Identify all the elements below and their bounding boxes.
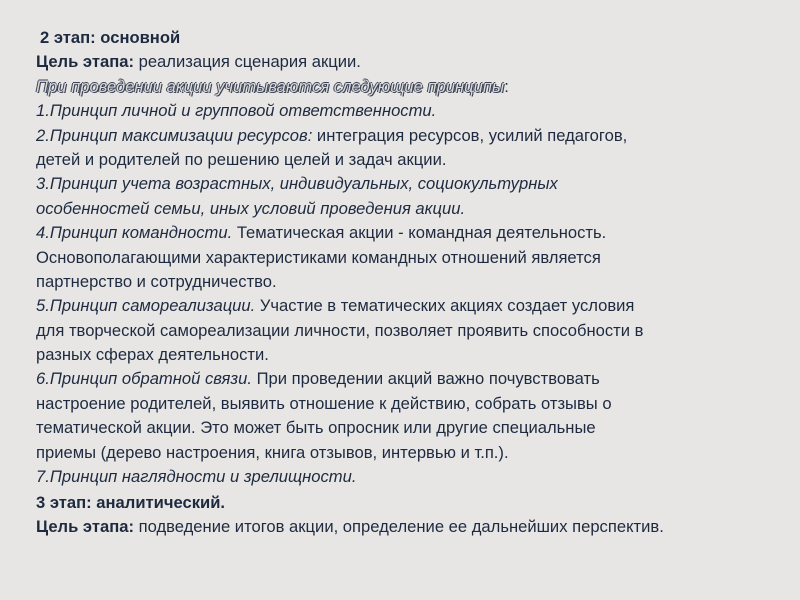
principle-5: 5.Принцип самореализации. Участие в тематических акциях создает условия	[36, 296, 635, 316]
stage-3-goal: Цель этапа: подведение итогов акции, определение ее дальнейших перспектив.	[36, 517, 664, 537]
stage-3-heading: 3 этап: аналитический.	[36, 493, 226, 512]
principle-4-line-3: партнерство и сотрудничество.	[36, 271, 277, 291]
principle-7: 7.Принцип наглядности и зрелищности.	[36, 467, 357, 487]
principle-4: 4.Принцип командности. Тематическая акции - командная деятельность.	[36, 223, 607, 243]
principle-4-line-2: Основополагающими характеристиками командных отношений является	[36, 247, 601, 267]
stage-2-section	[36, 26, 643, 489]
principle-6-line-2: настроение родителей, выявить отношение к действию, собрать отзывы о	[36, 393, 612, 413]
principle-3-line-2: особенностей семьи, иных условий проведения акции.	[36, 198, 466, 218]
principle-5-line-3: разных сферах деятельности.	[36, 345, 269, 365]
stage-2-heading: 2 этап: основной	[40, 28, 181, 47]
principles-intro: При проведении акции учитываются следующие принципы:	[36, 76, 509, 96]
stage-2-goal: Цель этапа: реализация сценария акции.	[36, 52, 361, 72]
principle-6-line-4: приемы (дерево настроения, книга отзывов, интервью и т.п.).	[36, 442, 509, 462]
principle-6: 6.Принцип обратной связи. При проведении акций важно почувствовать	[36, 369, 600, 389]
stage-3-section	[36, 491, 664, 540]
principle-2: 2.Принцип максимизации ресурсов: интеграция ресурсов, усилий педагогов,	[36, 125, 628, 145]
principle-1: 1.Принцип личной и групповой ответственности.	[36, 101, 437, 121]
principle-3-line-1: 3.Принцип учета возрастных, индивидуальных, социокультурных	[36, 174, 558, 194]
principle-6-line-3: тематической акции. Это может быть опросник или другие специальные	[36, 418, 596, 438]
principle-2-cont: детей и родителей по решению целей и задач акции.	[36, 149, 447, 169]
principle-5-line-2: для творческой самореализации личности, позволяет проявить способности в	[36, 320, 644, 340]
